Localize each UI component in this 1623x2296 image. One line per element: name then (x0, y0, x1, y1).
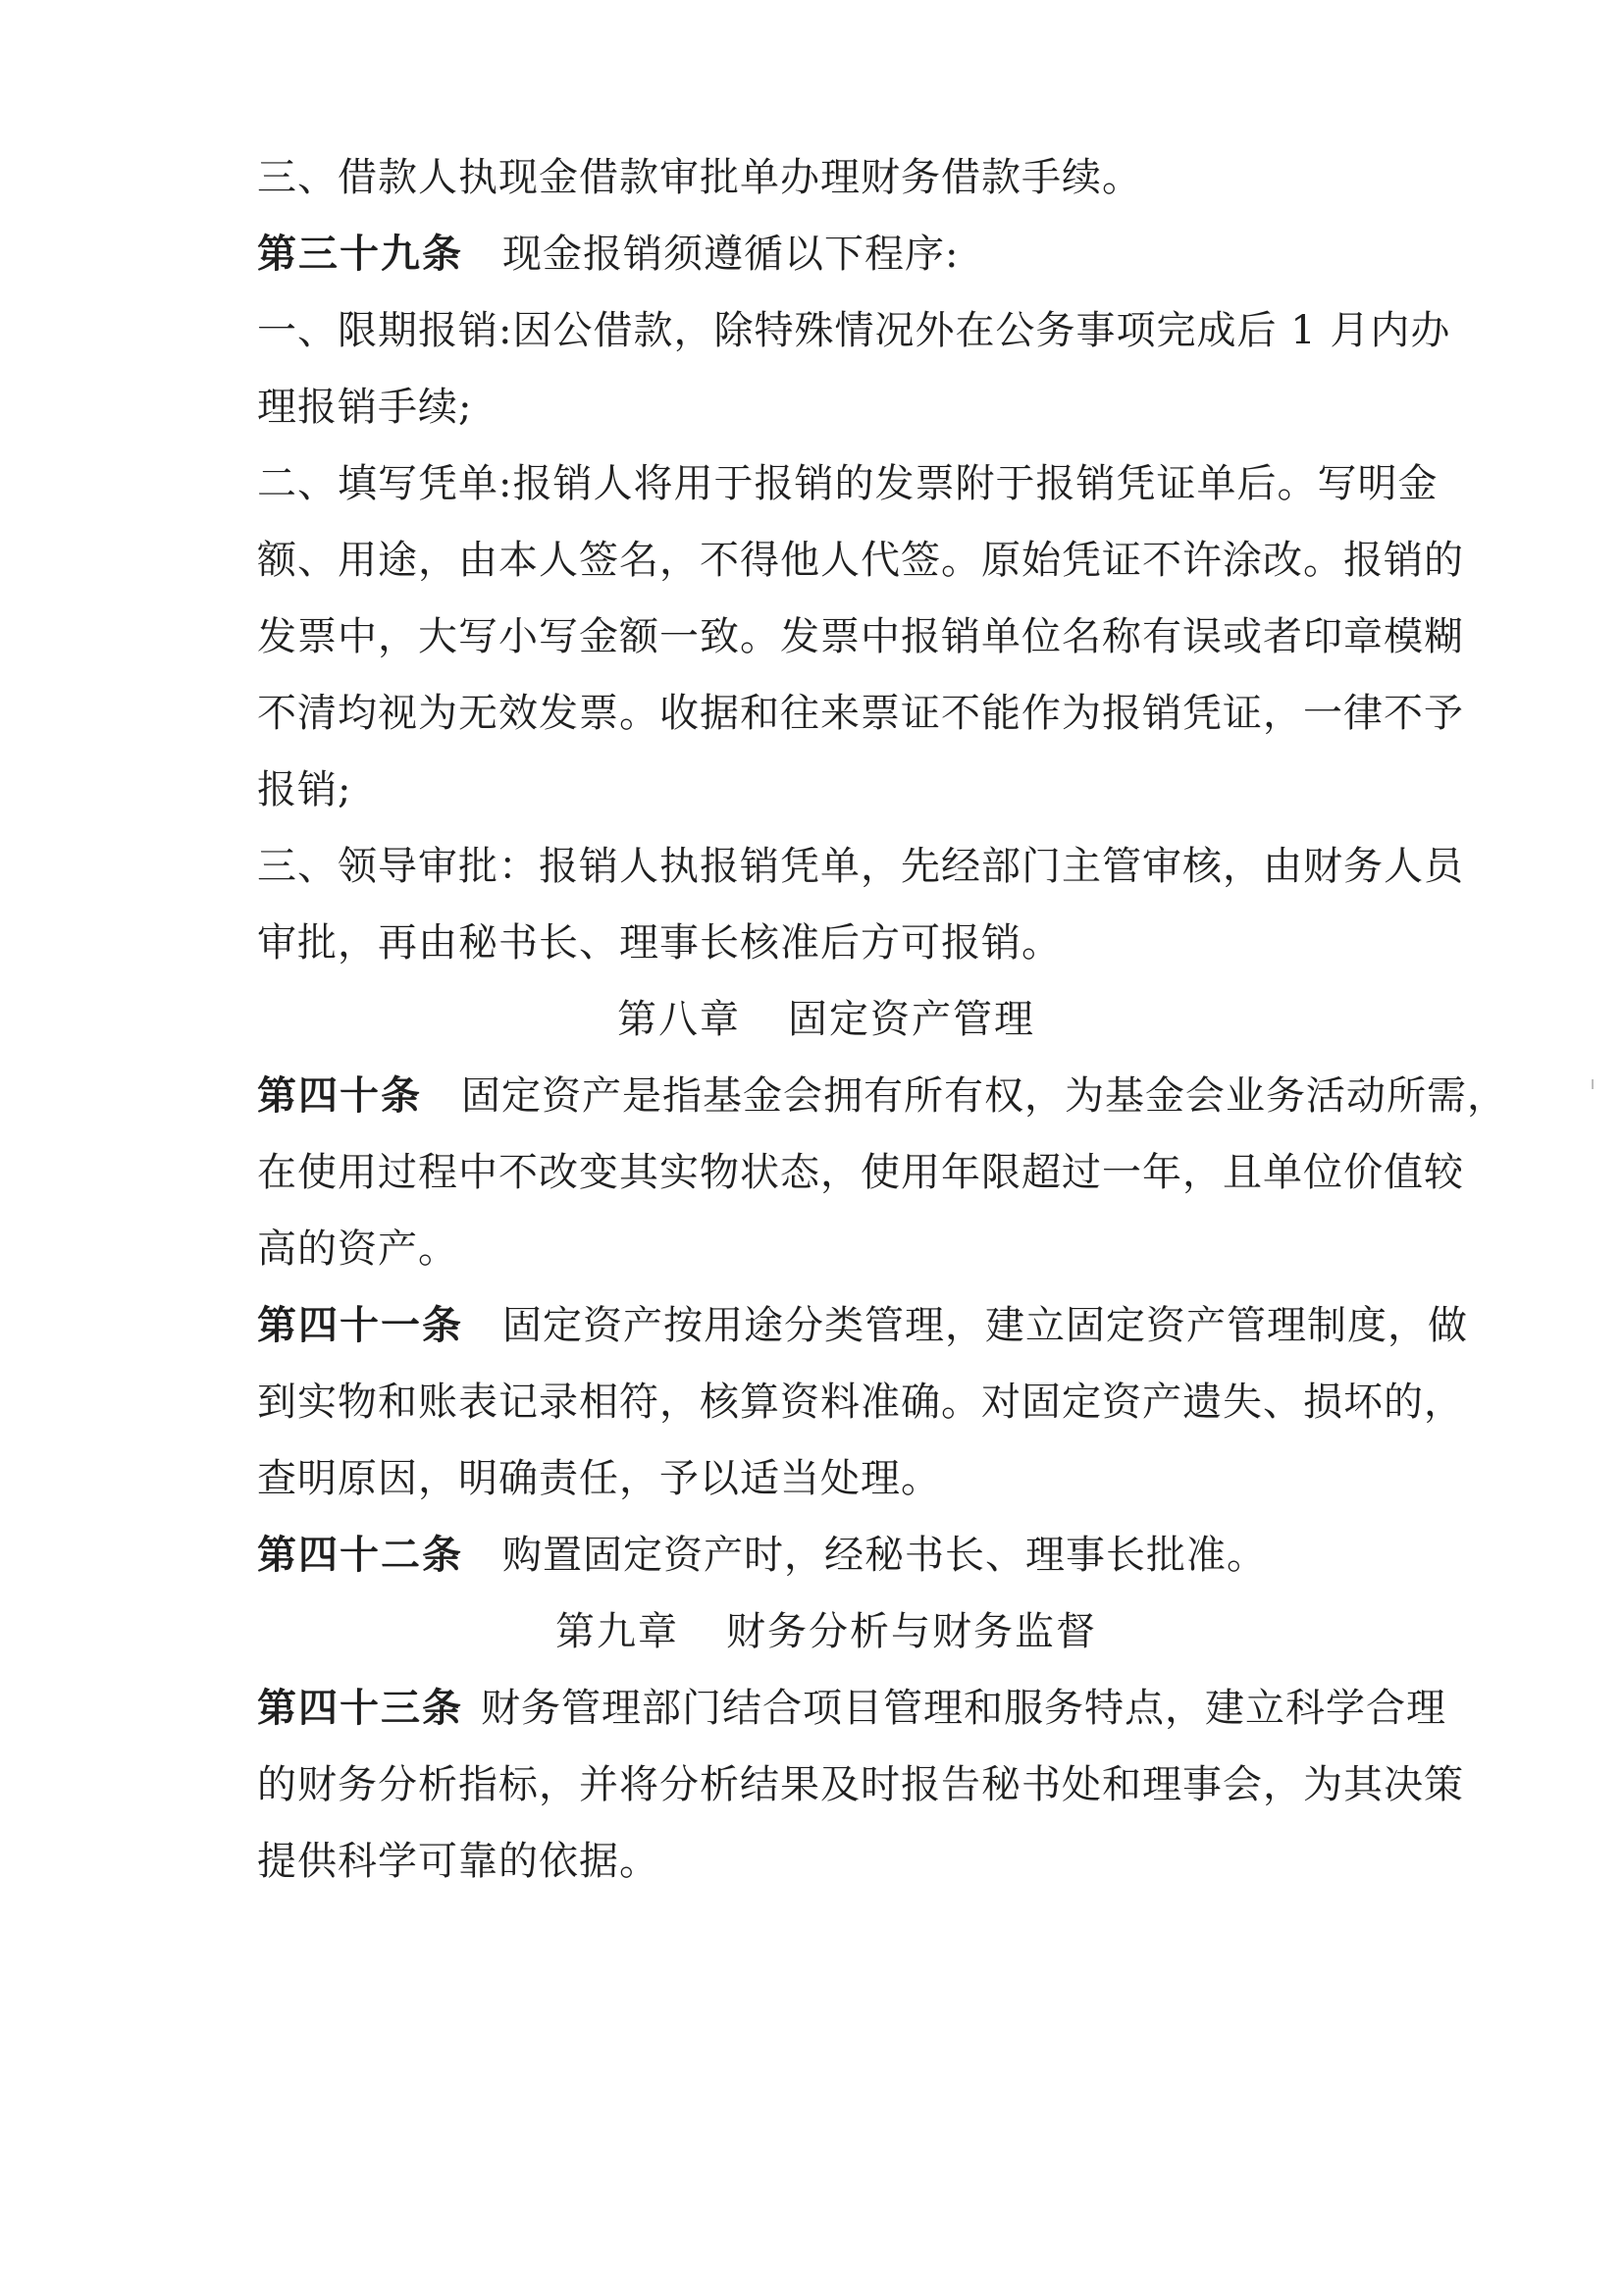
chapter-title: 财务分析与财务监督 (726, 1609, 1097, 1654)
article-42 (257, 1517, 1395, 1593)
paragraph-line: 额、用途，由本人签名，不得他人代签。原始凭证不许涂改。报销的 (257, 538, 1464, 583)
paragraph-line: 一、限期报销:因公借款，除特殊情况外在公务事项完成后 1 月内办 (257, 308, 1451, 353)
chapter-heading-9 (257, 1593, 1395, 1670)
paragraph-line: 报销; (257, 767, 352, 812)
chapter-number: 第九章 (555, 1609, 679, 1654)
paragraph-line: 三、借款人执现金借款审批单办理财务借款手续。 (257, 155, 1142, 200)
paragraph-line: 到实物和账表记录相符，核算资料准确。对固定资产遗失、损坏的， (257, 1380, 1464, 1425)
article-text: 现金报销须遵循以下程序: (502, 232, 960, 277)
article-text: 购置固定资产时，经秘书长、理事长批准。 (502, 1533, 1267, 1578)
paragraph-line: 高的资产。 (257, 1226, 458, 1272)
scan-artifact (1592, 1079, 1594, 1089)
article-41 (257, 1287, 1468, 1364)
chapter-number: 第八章 (617, 997, 741, 1042)
chapter-title: 固定资产管理 (788, 997, 1035, 1042)
article-label: 第四十三条 (257, 1685, 463, 1731)
paragraph-line: 审批，再由秘书长、理事长核准后方可报销。 (257, 920, 1062, 965)
paragraph-line: 不清均视为无效发票。收据和往来票证不能作为报销凭证，一律不予 (257, 691, 1464, 736)
paragraph-line: 发票中，大写小写金额一致。发票中报销单位名称有误或者印章模糊 (257, 614, 1464, 659)
paragraph-line: 的财务分析指标，并将分析结果及时报告秘书处和理事会，为其决策 (257, 1762, 1464, 1807)
chapter-heading-8 (257, 981, 1395, 1058)
article-label: 第四十条 (257, 1072, 422, 1119)
paragraph-line: 查明原因，明确责任，予以适当处理。 (257, 1456, 941, 1501)
article-text: 固定资产是指基金会拥有所有权，为基金会业务活动所需， (461, 1073, 1507, 1119)
article-39 (257, 216, 1395, 292)
article-label: 第三十九条 (257, 231, 463, 277)
article-40 (257, 1058, 1507, 1134)
paragraph-line: 在使用过程中不改变其实物状态，使用年限超过一年，且单位价值较 (257, 1150, 1464, 1195)
article-text: 固定资产按用途分类管理，建立固定资产管理制度，做 (502, 1303, 1468, 1348)
paragraph-line: 提供科学可靠的依据。 (257, 1839, 659, 1884)
article-label: 第四十一条 (257, 1302, 463, 1348)
article-43 (257, 1670, 1446, 1747)
article-label: 第四十二条 (257, 1532, 463, 1578)
paragraph-line: 三、领导审批：报销人执报销凭单，先经部门主管审核，由财务人员 (257, 844, 1464, 889)
paragraph-line: 理报销手续; (257, 385, 473, 430)
article-text: 财务管理部门结合项目管理和服务特点，建立科学合理 (481, 1686, 1446, 1731)
paragraph-line: 二、填写凭单:报销人将用于报销的发票附于报销凭证单后。写明金 (257, 461, 1439, 506)
